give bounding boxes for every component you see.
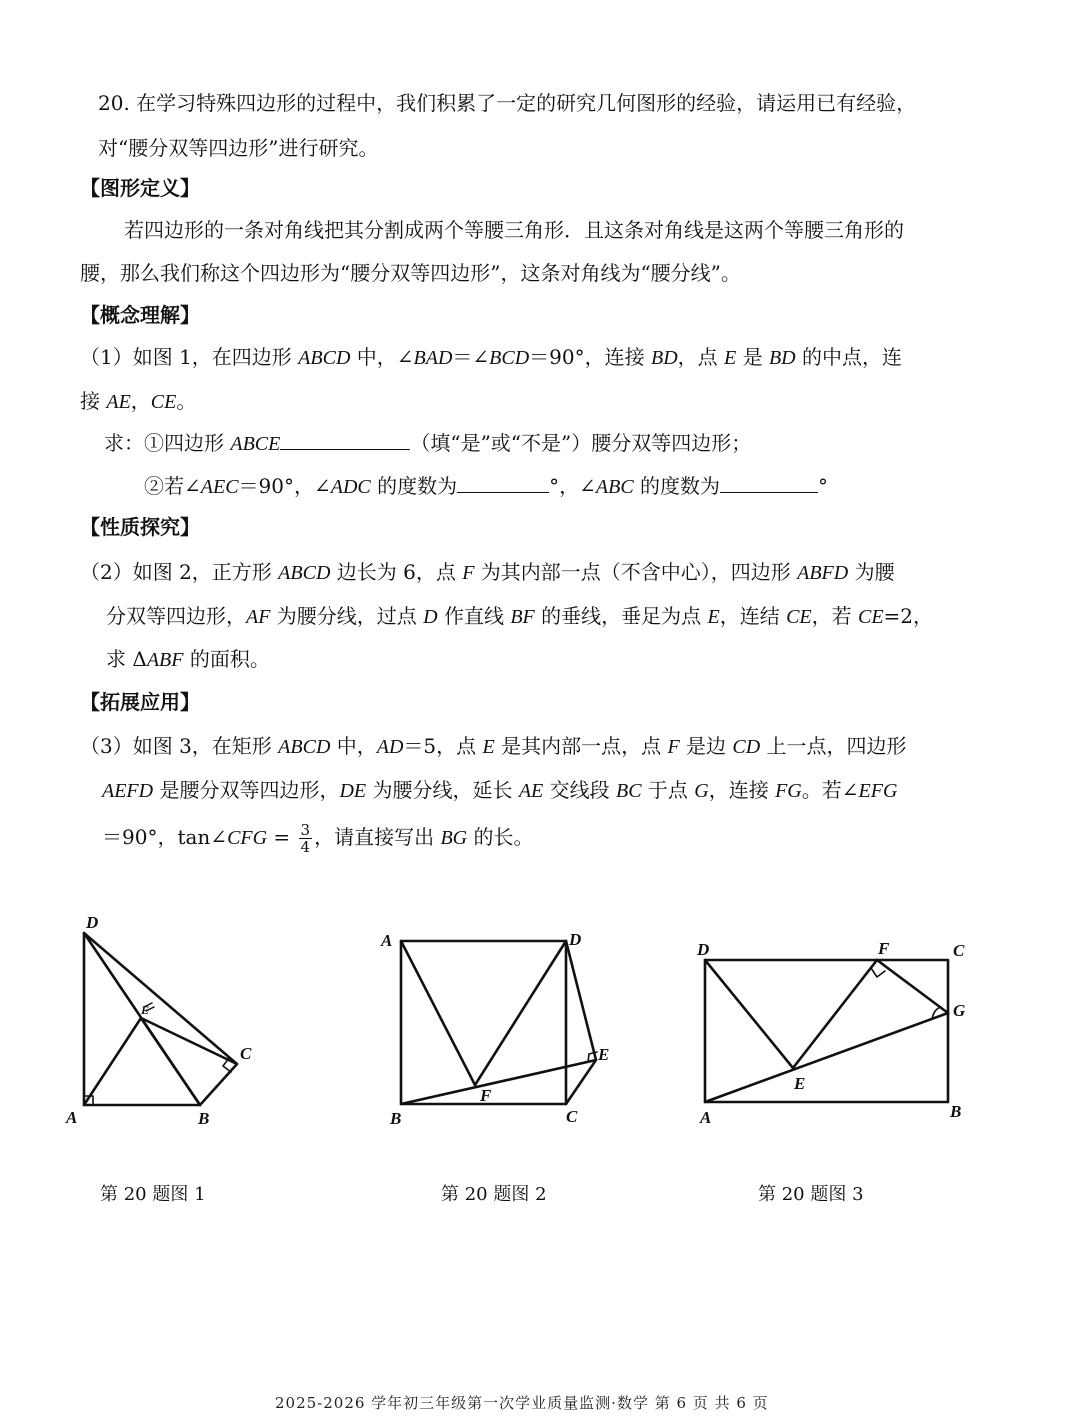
fig3-label-f: F	[878, 939, 890, 958]
fig3-label-a: A	[700, 1108, 712, 1127]
concept-part1-line-1: （1）如图 1，在四边形 ABCD 中，∠BAD＝∠BCD＝90°，连接 BD，点 E 是 BD 的中点，连	[80, 345, 902, 369]
figure-1-caption: 第 20 题图 1	[100, 1184, 206, 1205]
fig1-label-e: E	[141, 1003, 150, 1017]
question-line-2: 对“腰分双等四边形”进行研究。	[98, 136, 379, 160]
fig2-label-d: D	[569, 930, 582, 949]
fig3-label-c: C	[953, 941, 965, 960]
definition-line-1: 若四边形的一条对角线把其分割成两个等腰三角形．且这条对角线是这两个等腰三角形的	[124, 218, 904, 242]
concept-question-2: ②若∠AEC＝90°，∠ADC 的度数为 °，∠ABC 的度数为 °	[144, 474, 829, 498]
extension-line-3: ＝90°，tan∠CFG = $\frac{3}{4}$ ，请直接写出 BG 的长。	[102, 821, 534, 856]
fig2-label-b: B	[390, 1109, 402, 1128]
property-line-1: （2）如图 2，正方形 ABCD 边长为 6，点 F 为其内部一点（不含中心），四边形 ABFD 为腰	[80, 560, 895, 584]
fig3-label-e: E	[794, 1074, 806, 1093]
figure-1-geometry	[84, 933, 237, 1105]
fig3-label-d: D	[697, 940, 710, 959]
fig1-label-d: D	[86, 913, 99, 932]
figure-2-labels	[380, 930, 609, 1128]
figure-3-geometry	[705, 960, 948, 1102]
concept-heading: 【概念理解】	[80, 303, 200, 327]
fig1-label-c: C	[240, 1044, 252, 1063]
fig3-label-b: B	[950, 1102, 962, 1121]
figure-3-labels	[696, 939, 966, 1127]
extension-line-2: AEFD 是腰分双等四边形，DE 为腰分线，延长 AE 交线段 BC 于点 G，连接 FG。若∠EFG	[102, 778, 898, 802]
concept-question-1: 求：①四边形 ABCE （填“是”或“不是”）腰分双等四边形；	[104, 431, 752, 455]
figure-2-caption: 第 20 题图 2	[441, 1184, 547, 1205]
fig3-label-g: G	[953, 1001, 966, 1020]
page-footer: 2025-2026 学年初三年级第一次学业质量监测·数学 第 6 页 共 6 页	[275, 1394, 769, 1412]
definition-line-2: 腰，那么我们称这个四边形为“腰分双等四边形”，这条对角线为“腰分线”。	[80, 261, 741, 285]
fig2-label-c: C	[566, 1107, 578, 1126]
property-heading: 【性质探究】	[80, 515, 200, 539]
property-line-2: 分双等四边形，AF 为腰分线，过点 D 作直线 BF 的垂线，垂足为点 E，连结 CE，若 CE=2，	[106, 604, 934, 628]
extension-heading: 【拓展应用】	[80, 690, 200, 714]
fig1-label-b: B	[198, 1109, 210, 1128]
fig2-label-a: A	[381, 931, 393, 950]
figure-2-geometry	[401, 941, 597, 1104]
concept-part1-line-2: 接 AE，CE。	[80, 389, 197, 413]
fig1-label-a: A	[66, 1108, 78, 1127]
fig2-label-e: E	[598, 1045, 610, 1064]
definition-heading: 【图形定义】	[80, 176, 200, 200]
fraction-3-4: $\frac{3}{4}$	[300, 821, 311, 856]
property-line-3: 求 ΔABF 的面积。	[106, 647, 270, 671]
figure-3-caption: 第 20 题图 3	[758, 1184, 864, 1205]
question-line-1: 20. 在学习特殊四边形的过程中，我们积累了一定的研究几何图形的经验，请运用已有经验，	[98, 91, 917, 115]
fig2-label-f: F	[480, 1086, 492, 1105]
extension-line-1: （3）如图 3，在矩形 ABCD 中，AD＝5，点 E 是其内部一点，点 F 是边 CD 上一点，四边形	[80, 734, 907, 758]
